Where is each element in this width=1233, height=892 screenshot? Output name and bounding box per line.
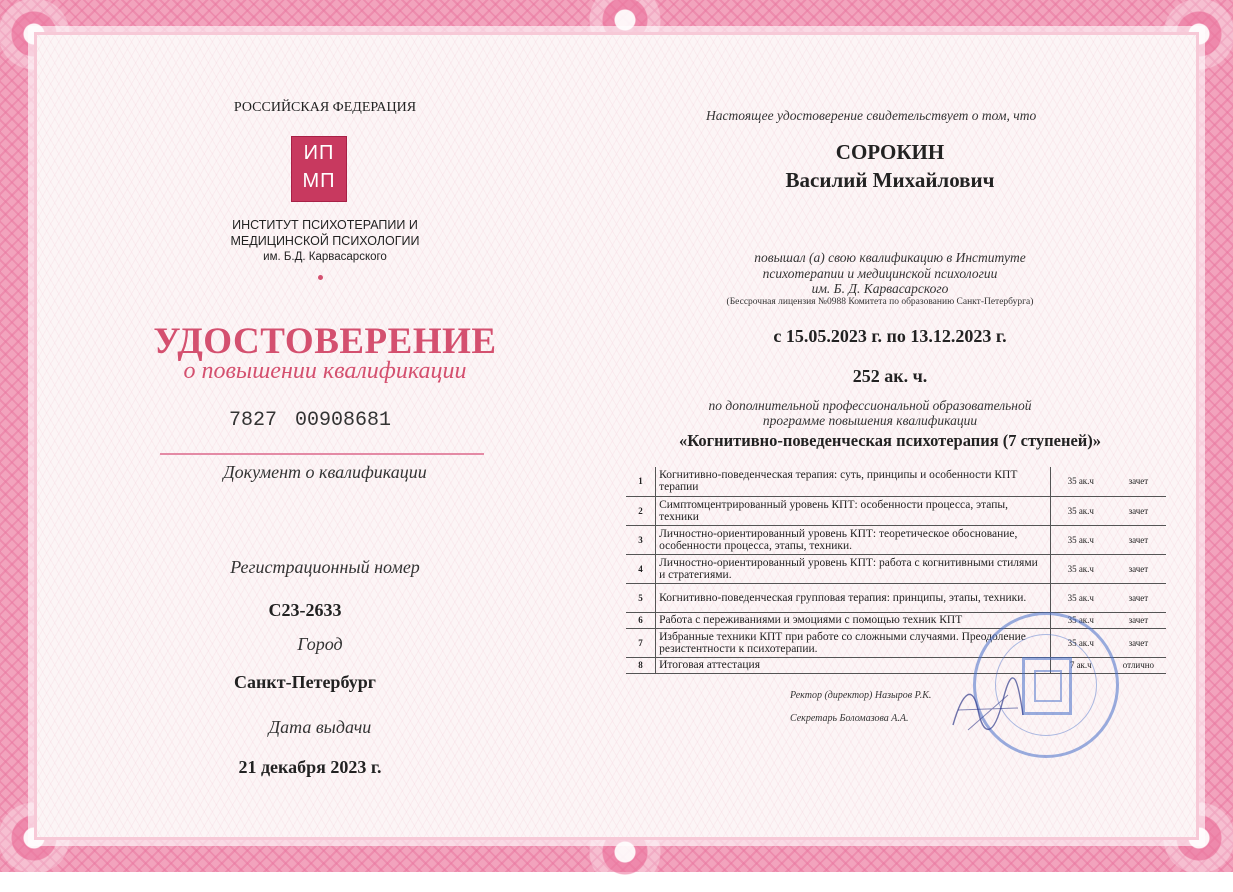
module-hours: 35 ак.ч (1050, 467, 1111, 496)
module-result: зачет (1111, 525, 1166, 554)
country-name: РОССИЙСКАЯ ФЕДЕРАЦИЯ (233, 100, 417, 115)
city-value: Санкт-Петербург (234, 672, 376, 692)
module-title: Симптомцентрированный уровень КПТ: особенности процесса, этапы, техники (656, 496, 1051, 525)
signature-mark (948, 670, 1028, 740)
certificate-subtitle: о повышении квалификации (183, 358, 467, 384)
module-number: 3 (626, 525, 656, 554)
table-row (626, 554, 1166, 583)
program-line1: по дополнительной профессиональной образовательной (708, 398, 1032, 413)
module-number: 5 (626, 583, 656, 612)
certificate-title: УДОСТОВЕРЕНИЕ (153, 321, 497, 362)
module-title: Личностно-ориентированный уровень КПТ: работа с когнитивными стилями и стратегиями. (656, 554, 1051, 583)
total-hours: 252 ак. ч. (852, 366, 928, 386)
institute-name-line1: ИНСТИТУТ ПСИХОТЕРАПИИ И (232, 218, 418, 232)
table-row (626, 467, 1166, 496)
serial-number: 00908681 (295, 409, 392, 432)
module-title: Когнитивно-поведенческая терапия: суть, принципы и особенности КПТ терапии (656, 467, 1051, 496)
table-row (626, 583, 1166, 612)
issue-date: 21 декабря 2023 г. (238, 757, 382, 777)
module-result: отлично (1111, 657, 1166, 673)
qualification-line2: психотерапии и медицинской психологии (762, 266, 998, 281)
issue-date-label: Дата выдачи (268, 717, 372, 737)
module-title: Работа с переживаниями и эмоциями с помощью техник КПТ (656, 612, 1051, 628)
official-stamp (948, 612, 1148, 762)
institute-name-line3: им. Б.Д. Карвасарского (263, 251, 387, 263)
document-type: Документ о квалификации (223, 462, 427, 482)
module-title: Итоговая аттестация (656, 657, 1051, 673)
module-number: 2 (626, 496, 656, 525)
institute-name-line2: МЕДИЦИНСКОЙ ПСИХОЛОГИИ (230, 234, 420, 248)
logo-text-bottom: МП (302, 170, 336, 192)
qualification-line1: повышал (а) свою квалификацию в Институте (754, 250, 1026, 265)
module-hours: 35 ак.ч (1050, 496, 1111, 525)
module-hours: 35 ак.ч (1050, 583, 1111, 612)
divider-line (160, 453, 484, 455)
module-title: Избранные техники КПТ при работе со сложными случаями. Преодоление резистентности к психотерапии. (656, 628, 1051, 657)
program-name: «Когнитивно-поведенческая психотерапия (7 ступеней)» (678, 431, 1102, 450)
module-hours: 35 ак.ч (1050, 612, 1111, 628)
module-hours: 35 ак.ч (1050, 554, 1111, 583)
module-number: 6 (626, 612, 656, 628)
module-result: зачет (1111, 583, 1166, 612)
module-result: зачет (1111, 467, 1166, 496)
separator-dot (318, 275, 323, 280)
license-text: (Бессрочная лицензия №0988 Комитета по образованию Санкт-Петербурга) (726, 297, 1034, 307)
table-row (626, 496, 1166, 525)
surname: СОРОКИН (835, 140, 945, 164)
module-result: зачет (1111, 628, 1166, 657)
module-number: 1 (626, 467, 656, 496)
module-result: зачет (1111, 496, 1166, 525)
module-hours: 35 ак.ч (1050, 525, 1111, 554)
module-result: зачет (1111, 554, 1166, 583)
registration-label: Регистрационный номер (230, 557, 420, 577)
module-title: Когнитивно-поведенческая групповая терапия: принципы, этапы, техники. (656, 583, 1051, 612)
module-hours: 35 ак.ч (1050, 628, 1111, 657)
intro-text: Настоящее удостоверение свидетельствует о том, что (706, 108, 1037, 123)
rector-signature-label: Ректор (директор) Назыров Р.К. (790, 690, 932, 701)
serial-series: 7827 (229, 409, 278, 432)
module-number: 8 (626, 657, 656, 673)
module-number: 4 (626, 554, 656, 583)
module-title: Личностно-ориентированный уровень КПТ: теоретическое обоснование, особенности процесса, этапы, техники. (656, 525, 1051, 554)
registration-number: С23-2633 (268, 600, 342, 620)
study-period: с 15.05.2023 г. по 13.12.2023 г. (773, 326, 1007, 346)
qualification-line3: им. Б. Д. Карвасарского (811, 281, 949, 296)
logo-text-top: ИП (303, 142, 335, 164)
table-row (626, 525, 1166, 554)
program-line2: программе повышения квалификации (762, 413, 978, 428)
secretary-signature-label: Секретарь Боломазова А.А. (790, 713, 909, 724)
module-number: 7 (626, 628, 656, 657)
city-label: Город (297, 634, 343, 654)
module-result: зачет (1111, 612, 1166, 628)
institute-logo (291, 136, 347, 202)
module-hours: 7 ак.ч (1050, 657, 1111, 673)
given-name: Василий Михайлович (785, 168, 995, 192)
